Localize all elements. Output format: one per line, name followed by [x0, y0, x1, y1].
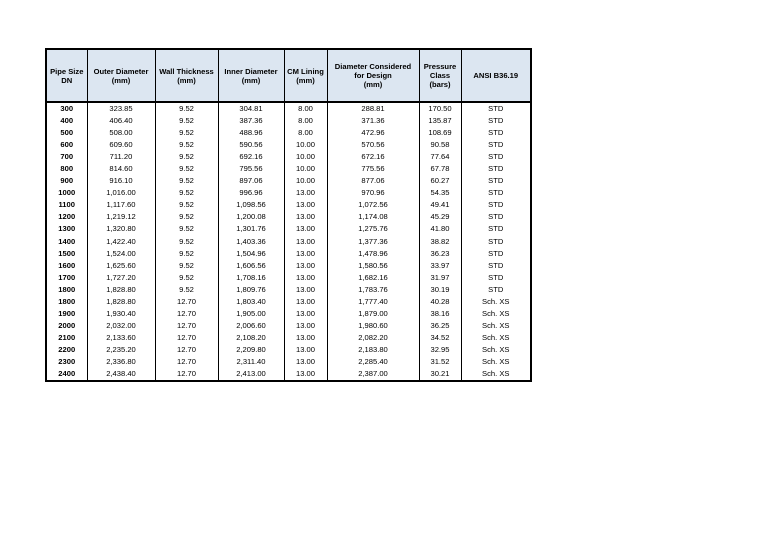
- header-text: Pipe Size: [50, 66, 84, 76]
- table-cell[interactable]: 9.52: [155, 211, 218, 223]
- table-cell[interactable]: 1,606.56: [218, 260, 284, 272]
- table-cell[interactable]: 2200: [46, 344, 87, 356]
- table-cell[interactable]: 36.25: [419, 320, 461, 332]
- table-row: [46, 199, 531, 211]
- table-cell[interactable]: 1,403.36: [218, 236, 284, 248]
- header-text: Class: [429, 71, 451, 80]
- table-cell[interactable]: 2300: [46, 356, 87, 368]
- table-cell[interactable]: 800: [46, 163, 87, 175]
- table-cell[interactable]: 30.19: [419, 284, 461, 296]
- table-cell[interactable]: 9.52: [155, 284, 218, 296]
- table-row: [46, 211, 531, 223]
- header-text: Diameter Considered: [334, 62, 412, 71]
- table-cell[interactable]: STD: [461, 284, 531, 296]
- table-cell[interactable]: 9.52: [155, 187, 218, 199]
- table-row: [46, 115, 531, 127]
- table-cell[interactable]: 1,905.00: [218, 308, 284, 320]
- table-cell[interactable]: 2000: [46, 320, 87, 332]
- table-cell[interactable]: 1,200.08: [218, 211, 284, 223]
- table-cell[interactable]: 300: [46, 102, 87, 115]
- table-cell[interactable]: 8.00: [284, 102, 327, 115]
- table-row: [46, 296, 531, 308]
- header-text: Inner Diameter: [224, 66, 278, 76]
- table-row: [46, 272, 531, 284]
- pipe-size-table: [45, 48, 532, 382]
- header-text: Outer Diameter: [93, 66, 149, 76]
- table-cell[interactable]: 1,828.80: [87, 296, 155, 308]
- header-text: (mm): [296, 75, 315, 85]
- table-cell[interactable]: Sch. XS: [461, 320, 531, 332]
- table-cell[interactable]: 2,183.80: [327, 344, 419, 356]
- table-cell[interactable]: 2,235.20: [87, 344, 155, 356]
- table-cell[interactable]: 1300: [46, 223, 87, 235]
- table-cell[interactable]: 170.50: [419, 102, 461, 115]
- table-row: [46, 284, 531, 296]
- table-cell[interactable]: STD: [461, 139, 531, 151]
- header-text: Pressure: [423, 62, 457, 71]
- table-cell[interactable]: STD: [461, 236, 531, 248]
- table-cell[interactable]: 700: [46, 151, 87, 163]
- table-cell[interactable]: 570.56: [327, 139, 419, 151]
- table-cell[interactable]: Sch. XS: [461, 356, 531, 368]
- table-cell[interactable]: 400: [46, 115, 87, 127]
- table-cell[interactable]: 9.52: [155, 236, 218, 248]
- table-cell[interactable]: 32.95: [419, 344, 461, 356]
- table-cell[interactable]: 711.20: [87, 151, 155, 163]
- table-cell[interactable]: 897.06: [218, 175, 284, 187]
- table-cell[interactable]: 2400: [46, 368, 87, 381]
- table-cell[interactable]: 13.00: [284, 320, 327, 332]
- header-text: (bars): [429, 80, 451, 89]
- table-cell[interactable]: 60.27: [419, 175, 461, 187]
- header-inner-diameter[interactable]: [218, 49, 284, 102]
- table-cell[interactable]: 77.64: [419, 151, 461, 163]
- table-cell[interactable]: 2,082.20: [327, 332, 419, 344]
- spreadsheet-area: [45, 48, 532, 382]
- table-cell[interactable]: 9.52: [155, 139, 218, 151]
- header-text: Wall Thickness: [159, 66, 214, 76]
- table-cell[interactable]: 1,377.36: [327, 236, 419, 248]
- table-cell[interactable]: 36.23: [419, 248, 461, 260]
- table-cell[interactable]: 672.16: [327, 151, 419, 163]
- table-cell[interactable]: 1600: [46, 260, 87, 272]
- table-cell[interactable]: 12.70: [155, 356, 218, 368]
- table-cell[interactable]: 13.00: [284, 187, 327, 199]
- table-cell[interactable]: 90.58: [419, 139, 461, 151]
- table-cell[interactable]: 67.78: [419, 163, 461, 175]
- table-cell[interactable]: 13.00: [284, 236, 327, 248]
- table-cell[interactable]: 371.36: [327, 115, 419, 127]
- table-cell[interactable]: 1,809.76: [218, 284, 284, 296]
- table-cell[interactable]: 1,422.40: [87, 236, 155, 248]
- table-cell[interactable]: 1,478.96: [327, 248, 419, 260]
- table-cell[interactable]: 2,413.00: [218, 368, 284, 381]
- table-cell[interactable]: 13.00: [284, 368, 327, 381]
- table-cell[interactable]: 1,301.76: [218, 223, 284, 235]
- header-text: ANSI B36.19: [473, 71, 519, 80]
- table-cell[interactable]: 38.16: [419, 308, 461, 320]
- table-cell[interactable]: 288.81: [327, 102, 419, 115]
- table-cell[interactable]: 1,682.16: [327, 272, 419, 284]
- table-row: [46, 223, 531, 235]
- table-cell[interactable]: 2,438.40: [87, 368, 155, 381]
- table-cell[interactable]: 1,783.76: [327, 284, 419, 296]
- table-cell[interactable]: 8.00: [284, 127, 327, 139]
- table-cell[interactable]: 38.82: [419, 236, 461, 248]
- header-pipe-size[interactable]: [46, 49, 87, 102]
- header-wall-thickness[interactable]: [155, 49, 218, 102]
- table-cell[interactable]: 2,006.60: [218, 320, 284, 332]
- table-cell[interactable]: 12.70: [155, 332, 218, 344]
- table-cell[interactable]: 590.56: [218, 139, 284, 151]
- table-cell[interactable]: STD: [461, 211, 531, 223]
- table-cell[interactable]: STD: [461, 127, 531, 139]
- table-cell[interactable]: 9.52: [155, 248, 218, 260]
- table-cell[interactable]: 1,803.40: [218, 296, 284, 308]
- table-cell[interactable]: 33.97: [419, 260, 461, 272]
- table-row: [46, 163, 531, 175]
- table-cell[interactable]: 1500: [46, 248, 87, 260]
- table-cell[interactable]: 10.00: [284, 151, 327, 163]
- table-cell[interactable]: 692.16: [218, 151, 284, 163]
- table-cell[interactable]: 1,098.56: [218, 199, 284, 211]
- table-cell[interactable]: STD: [461, 199, 531, 211]
- table-cell[interactable]: STD: [461, 115, 531, 127]
- header-text: (mm): [241, 75, 261, 85]
- table-cell[interactable]: 2,209.80: [218, 344, 284, 356]
- table-row: [46, 175, 531, 187]
- table-cell[interactable]: 500: [46, 127, 87, 139]
- table-cell[interactable]: 1,580.56: [327, 260, 419, 272]
- table-cell[interactable]: 13.00: [284, 356, 327, 368]
- table-cell[interactable]: 1,072.56: [327, 199, 419, 211]
- table-cell[interactable]: 1800: [46, 296, 87, 308]
- header-text: DN: [61, 75, 73, 85]
- table-cell[interactable]: STD: [461, 272, 531, 284]
- table-cell[interactable]: 9.52: [155, 115, 218, 127]
- table-cell[interactable]: 508.00: [87, 127, 155, 139]
- table-cell[interactable]: 970.96: [327, 187, 419, 199]
- table-cell[interactable]: 12.70: [155, 344, 218, 356]
- table-cell[interactable]: 775.56: [327, 163, 419, 175]
- table-row: [46, 356, 531, 368]
- table-cell[interactable]: 1,625.60: [87, 260, 155, 272]
- table-cell[interactable]: 1,524.00: [87, 248, 155, 260]
- table-cell[interactable]: 1000: [46, 187, 87, 199]
- table-cell[interactable]: 1200: [46, 211, 87, 223]
- header-text: for Design: [354, 71, 392, 80]
- table-cell[interactable]: 916.10: [87, 175, 155, 187]
- table-body: [46, 102, 531, 381]
- table-cell[interactable]: 108.69: [419, 127, 461, 139]
- table-row: [46, 139, 531, 151]
- table-cell[interactable]: 1800: [46, 284, 87, 296]
- table-row: [46, 151, 531, 163]
- table-cell[interactable]: 609.60: [87, 139, 155, 151]
- header-design-diameter[interactable]: [327, 49, 419, 102]
- table-cell[interactable]: 34.52: [419, 332, 461, 344]
- table-cell[interactable]: 387.36: [218, 115, 284, 127]
- table-cell[interactable]: STD: [461, 175, 531, 187]
- header-pressure-class[interactable]: [419, 49, 461, 102]
- table-cell[interactable]: 9.52: [155, 151, 218, 163]
- table-cell[interactable]: STD: [461, 102, 531, 115]
- header-ansi[interactable]: [461, 49, 531, 102]
- table-cell[interactable]: 9.52: [155, 199, 218, 211]
- table-cell[interactable]: 472.96: [327, 127, 419, 139]
- table-cell[interactable]: 13.00: [284, 211, 327, 223]
- table-cell[interactable]: 2,387.00: [327, 368, 419, 381]
- table-row: [46, 332, 531, 344]
- table-cell[interactable]: 13.00: [284, 260, 327, 272]
- table-row: [46, 320, 531, 332]
- table-cell[interactable]: 1,219.12: [87, 211, 155, 223]
- table-cell[interactable]: 1400: [46, 236, 87, 248]
- table-cell[interactable]: Sch. XS: [461, 296, 531, 308]
- table-cell[interactable]: 9.52: [155, 272, 218, 284]
- table-cell[interactable]: 31.97: [419, 272, 461, 284]
- table-cell[interactable]: 9.52: [155, 163, 218, 175]
- table-cell[interactable]: 54.35: [419, 187, 461, 199]
- table-cell[interactable]: 40.28: [419, 296, 461, 308]
- table-cell[interactable]: 12.70: [155, 296, 218, 308]
- table-cell[interactable]: 13.00: [284, 248, 327, 260]
- table-row: [46, 236, 531, 248]
- table-row: [46, 248, 531, 260]
- table-row: [46, 260, 531, 272]
- header-text: CM Lining: [287, 66, 324, 76]
- table-cell[interactable]: 2,133.60: [87, 332, 155, 344]
- table-cell[interactable]: 10.00: [284, 139, 327, 151]
- table-cell[interactable]: 1,117.60: [87, 199, 155, 211]
- table-cell[interactable]: 1,275.76: [327, 223, 419, 235]
- table-cell[interactable]: 13.00: [284, 344, 327, 356]
- table-cell[interactable]: 996.96: [218, 187, 284, 199]
- table-cell[interactable]: 49.41: [419, 199, 461, 211]
- table-cell[interactable]: 1100: [46, 199, 87, 211]
- table-cell[interactable]: 10.00: [284, 175, 327, 187]
- table-cell[interactable]: 13.00: [284, 296, 327, 308]
- table-cell[interactable]: 13.00: [284, 199, 327, 211]
- table-cell[interactable]: 41.80: [419, 223, 461, 235]
- table-cell[interactable]: 1,930.40: [87, 308, 155, 320]
- table-cell[interactable]: 13.00: [284, 284, 327, 296]
- table-row: [46, 102, 531, 115]
- table-cell[interactable]: 2,336.80: [87, 356, 155, 368]
- table-cell[interactable]: STD: [461, 163, 531, 175]
- table-row: [46, 187, 531, 199]
- table-cell[interactable]: Sch. XS: [461, 308, 531, 320]
- table-row: [46, 308, 531, 320]
- table-cell[interactable]: 488.96: [218, 127, 284, 139]
- table-cell[interactable]: 1,980.60: [327, 320, 419, 332]
- table-cell[interactable]: 323.85: [87, 102, 155, 115]
- table-cell[interactable]: 877.06: [327, 175, 419, 187]
- table-cell[interactable]: 814.60: [87, 163, 155, 175]
- table-cell[interactable]: 9.52: [155, 223, 218, 235]
- table-cell[interactable]: 30.21: [419, 368, 461, 381]
- table-cell[interactable]: 1700: [46, 272, 87, 284]
- table-row: [46, 368, 531, 381]
- table-cell[interactable]: 9.52: [155, 102, 218, 115]
- table-cell[interactable]: STD: [461, 223, 531, 235]
- table-cell[interactable]: 2,311.40: [218, 356, 284, 368]
- header-cm-lining[interactable]: [284, 49, 327, 102]
- table-row: [46, 344, 531, 356]
- table-cell[interactable]: 900: [46, 175, 87, 187]
- table-cell[interactable]: 795.56: [218, 163, 284, 175]
- table-cell[interactable]: 1,828.80: [87, 284, 155, 296]
- table-cell[interactable]: 9.52: [155, 127, 218, 139]
- table-cell[interactable]: 12.70: [155, 320, 218, 332]
- table-cell[interactable]: 13.00: [284, 332, 327, 344]
- table-cell[interactable]: 13.00: [284, 272, 327, 284]
- table-cell[interactable]: 45.29: [419, 211, 461, 223]
- table-cell[interactable]: 1,174.08: [327, 211, 419, 223]
- header-text: (mm): [177, 75, 196, 85]
- header-outer-diameter[interactable]: [87, 49, 155, 102]
- table-cell[interactable]: 31.52: [419, 356, 461, 368]
- table-cell[interactable]: 1,320.80: [87, 223, 155, 235]
- table-cell[interactable]: 304.81: [218, 102, 284, 115]
- table-cell[interactable]: 9.52: [155, 175, 218, 187]
- header-text: (mm): [363, 80, 383, 89]
- table-cell[interactable]: 12.70: [155, 368, 218, 381]
- header-text: (mm): [111, 75, 131, 85]
- table-cell[interactable]: 2100: [46, 332, 87, 344]
- table-cell[interactable]: 1,708.16: [218, 272, 284, 284]
- table-cell[interactable]: 1,727.20: [87, 272, 155, 284]
- table-cell[interactable]: 13.00: [284, 308, 327, 320]
- table-row: [46, 127, 531, 139]
- table-cell[interactable]: 13.00: [284, 223, 327, 235]
- table-cell[interactable]: 8.00: [284, 115, 327, 127]
- table-cell[interactable]: 2,032.00: [87, 320, 155, 332]
- table-cell[interactable]: 9.52: [155, 260, 218, 272]
- table-cell[interactable]: 1,016.00: [87, 187, 155, 199]
- table-cell[interactable]: 135.87: [419, 115, 461, 127]
- table-cell[interactable]: 1,504.96: [218, 248, 284, 260]
- table-cell[interactable]: 2,285.40: [327, 356, 419, 368]
- table-cell[interactable]: Sch. XS: [461, 344, 531, 356]
- header-row: [46, 49, 531, 102]
- table-cell[interactable]: 12.70: [155, 308, 218, 320]
- table-cell[interactable]: 10.00: [284, 163, 327, 175]
- table-cell[interactable]: Sch. XS: [461, 332, 531, 344]
- table-cell[interactable]: 406.40: [87, 115, 155, 127]
- table-cell[interactable]: Sch. XS: [461, 368, 531, 381]
- table-cell[interactable]: 1900: [46, 308, 87, 320]
- table-cell[interactable]: 2,108.20: [218, 332, 284, 344]
- table-cell[interactable]: 600: [46, 139, 87, 151]
- table-cell[interactable]: STD: [461, 151, 531, 163]
- table-cell[interactable]: 1,879.00: [327, 308, 419, 320]
- table-cell[interactable]: STD: [461, 248, 531, 260]
- table-cell[interactable]: STD: [461, 187, 531, 199]
- table-cell[interactable]: STD: [461, 260, 531, 272]
- table-cell[interactable]: 1,777.40: [327, 296, 419, 308]
